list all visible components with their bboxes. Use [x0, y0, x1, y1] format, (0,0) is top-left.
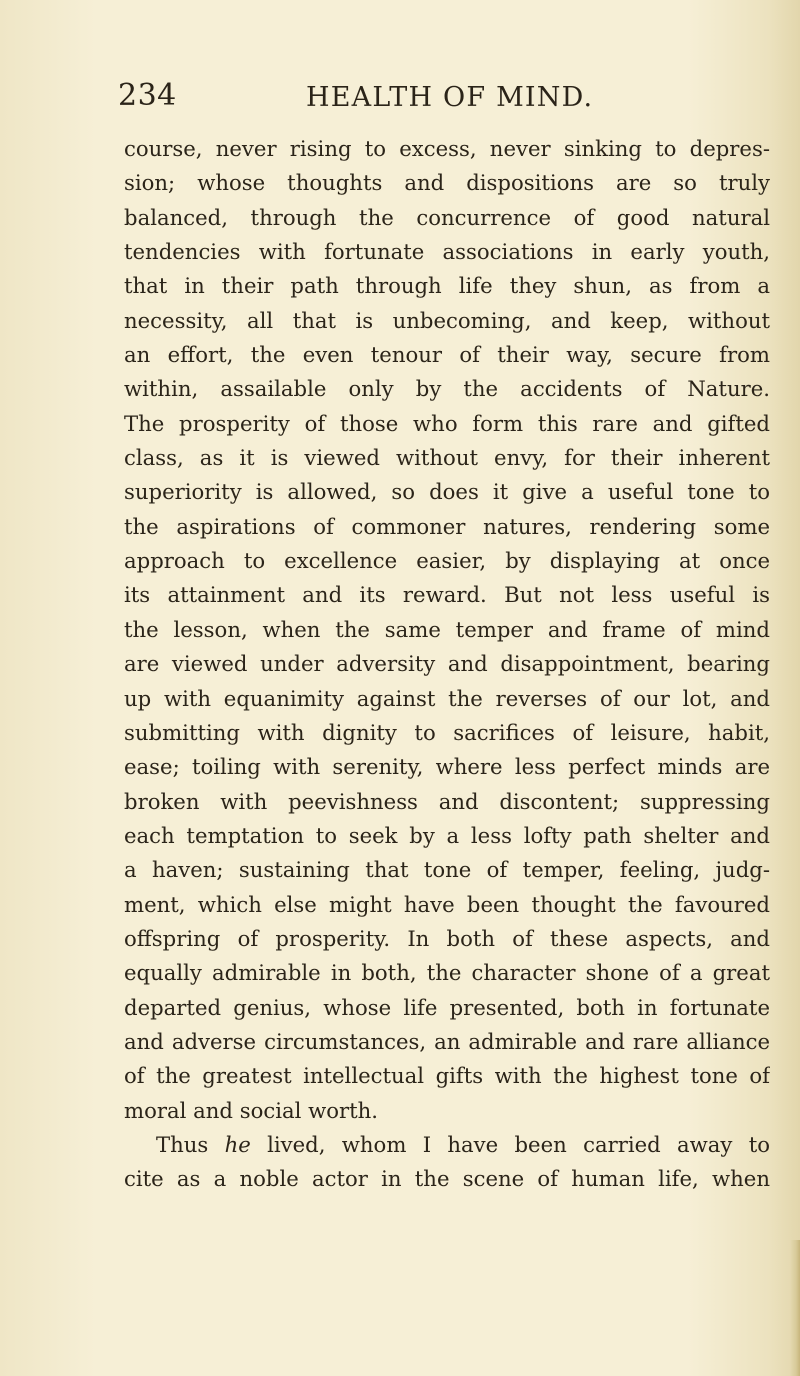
text-line: approach to excellence easier, by displaying at once — [124, 548, 770, 574]
text-line: departed genius, whose life presented, both in fortunate — [124, 994, 770, 1020]
text-line: balanced, through the concurrence of good natural — [124, 204, 770, 230]
text-line: its attainment and its reward. But not less useful is — [124, 582, 770, 608]
text-line: are viewed under adversity and disappointment, bearing — [124, 651, 770, 677]
text-line: class, as it is viewed without envy, for their inherent — [124, 445, 770, 471]
text-line: of the greatest intellectual gifts with the highest tone of — [124, 1063, 770, 1089]
text-line: the aspirations of commoner natures, rendering some — [124, 513, 770, 539]
text-line: course, never rising to excess, never sinking to depres- — [124, 136, 770, 161]
text-line: offspring of prosperity. In both of these aspects, and — [124, 925, 770, 951]
emphasis-word: he — [224, 1131, 251, 1157]
text-line: a haven; sustaining that tone of temper, feeling, judg- — [124, 857, 770, 883]
text-line: sion; whose thoughts and dispositions are so truly — [124, 170, 770, 196]
text-line: equally admirable in both, the character shone of a great — [124, 960, 770, 986]
text-line: and adverse circumstances, an admirable and rare alliance — [124, 1028, 770, 1054]
paragraph-end-line: moral and social worth. — [124, 1097, 379, 1123]
text-line: each temptation to seek by a less lofty path shelter and — [124, 822, 770, 848]
paragraph-start-line: Thus he lived, whom I have been carried away to — [156, 1131, 770, 1157]
text-line: ease; toiling with serenity, where less perfect minds are — [124, 754, 770, 780]
text-line: within, assailable only by the accidents of Nature. — [124, 376, 770, 402]
text-line: cite as a noble actor in the scene of human life, when — [124, 1166, 770, 1192]
text-line: superiority is allowed, so does it give a useful tone to — [124, 479, 770, 505]
page-edge-shadow — [790, 1240, 800, 1376]
text-line: necessity, all that is unbecoming, and keep, without — [124, 307, 770, 333]
running-head: HEALTH OF MIND. — [306, 82, 594, 113]
text-line: broken with peevishness and discontent; suppressing — [124, 788, 770, 814]
text-line: the lesson, when the same temper and frame of mind — [124, 616, 770, 642]
text-line: that in their path through life they shun, as from a — [124, 273, 770, 299]
text-line: up with equanimity against the reverses of our lot, and — [124, 685, 770, 711]
text-line: ment, which else might have been thought the favoured — [124, 891, 770, 917]
text-line: submitting with dignity to sacrifices of leisure, habit, — [124, 719, 770, 745]
page-number: 234 — [118, 78, 177, 113]
text-line: The prosperity of those who form this rare and gifted — [124, 410, 770, 436]
page-header — [0, 78, 800, 118]
text-line: tendencies with fortunate associations in early youth, — [124, 239, 770, 265]
text-line: an effort, the even tenour of their way, secure from — [124, 342, 770, 368]
body-text — [124, 132, 770, 1197]
